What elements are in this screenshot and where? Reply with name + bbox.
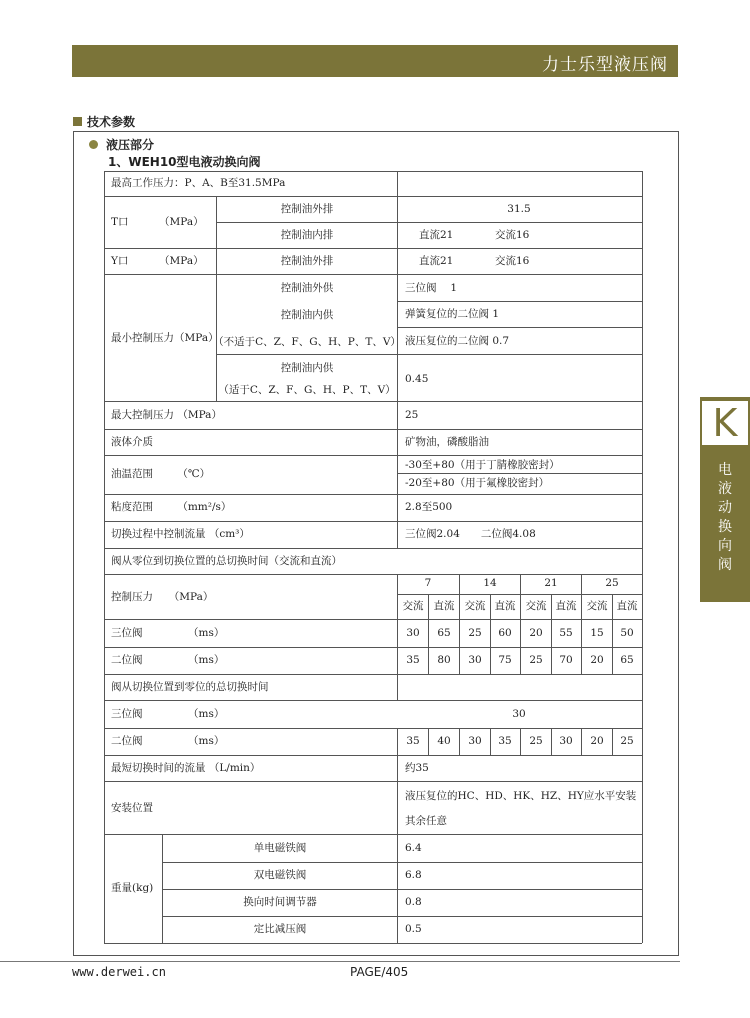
t-port-unit: （MPa）	[159, 216, 204, 228]
header-bar	[72, 45, 678, 77]
fluid-value: 矿物油，磷酸脂油	[405, 436, 489, 448]
current-type-col: 交流	[586, 600, 608, 612]
switch-on-two-cell: 70	[559, 654, 573, 666]
y-port-dc-value: 直流21	[419, 255, 454, 267]
y-port-label: Y口	[111, 255, 129, 267]
max-ctrl-value: 25	[405, 409, 419, 421]
weight-item-value: 0.8	[405, 896, 422, 908]
square-bullet-icon	[73, 117, 82, 126]
pressure-col: 25	[605, 577, 619, 589]
current-type-col: 交流	[464, 600, 486, 612]
min-ctrl-value-3: 液压复位的二位阀 0.7	[405, 335, 510, 347]
current-type-col: 直流	[433, 600, 455, 612]
switch-on-two-cell: 25	[529, 654, 543, 666]
chapter-label: 电 液 动 换 向 阀	[718, 462, 732, 573]
switch-on-two-cell: 75	[498, 654, 512, 666]
switch-off-two-cell: 20	[590, 735, 604, 747]
switch-on-two-cell: 30	[468, 654, 482, 666]
weight-item-name: 双电磁铁阀	[253, 869, 307, 881]
current-type-col: 直流	[494, 600, 516, 612]
switch-on-three-cell: 50	[620, 627, 634, 639]
switch-on-two-unit: （ms）	[188, 654, 225, 666]
switch-on-two-label: 二位阀	[111, 654, 143, 666]
weight-item-name: 定比减压阀	[253, 923, 307, 935]
max-ctrl-label: 最大控制压力 （MPa）	[111, 409, 222, 421]
switch-off-two-cell: 30	[559, 735, 573, 747]
min-flow-label: 最短切换时间的流量 （L/min）	[111, 762, 261, 774]
t-port-cond-1: 控制油外排	[280, 203, 334, 215]
switch-on-three-cell: 15	[590, 627, 604, 639]
temp-label: 油温范围 （℃）	[111, 468, 211, 480]
viscosity-label: 粘度范围 （mm²/s）	[111, 501, 232, 513]
y-port-ac-value: 交流16	[495, 255, 530, 267]
min-ctrl-label: 最小控制压力（MPa）	[111, 332, 219, 344]
weight-item-name: 单电磁铁阀	[253, 842, 307, 854]
spec-table	[104, 171, 642, 949]
footer-website[interactable]: www.derwei.cn	[72, 965, 166, 979]
switch-off-title: 阀从切换位置到零位的总切换时间	[111, 681, 269, 693]
switch-on-three-cell: 65	[437, 627, 451, 639]
weight-item-name: 换向时间调节器	[243, 896, 317, 908]
t-port-ac-value: 交流16	[495, 229, 530, 241]
switch-on-two-cell: 35	[406, 654, 420, 666]
t-port-cond-2: 控制油内排	[280, 229, 334, 241]
switch-off-two-cell: 40	[437, 735, 451, 747]
chapter-tab[interactable]	[700, 397, 750, 602]
install-label: 安装位置	[111, 802, 153, 814]
install-value-2: 其余任意	[405, 815, 447, 827]
weight-item-value: 6.4	[405, 842, 422, 854]
switch-on-two-cell: 80	[437, 654, 451, 666]
switch-on-three-cell: 20	[529, 627, 543, 639]
subsection-title: 液压部分	[89, 136, 154, 153]
section-title: 技术参数	[73, 113, 135, 130]
switch-off-two-unit: （ms）	[188, 735, 225, 747]
chapter-letter: K	[700, 399, 750, 447]
install-value-1: 液压复位的HC、HD、HK、HZ、HY应水平安装	[405, 790, 637, 802]
t-port-dc-value: 直流21	[419, 229, 454, 241]
switch-on-three-cell: 25	[468, 627, 482, 639]
footer-page-number: PAGE/405	[350, 965, 409, 979]
switch-off-two-cell: 35	[406, 735, 420, 747]
min-ctrl-int-supply: 控制油内供	[280, 309, 334, 321]
y-port-unit: （MPa）	[159, 255, 204, 267]
switch-on-three-unit: （ms）	[188, 627, 225, 639]
switch-off-three-unit: （ms）	[188, 708, 225, 720]
switch-off-two-cell: 25	[620, 735, 634, 747]
switch-on-three-cell: 30	[406, 627, 420, 639]
switch-on-three-label: 三位阀	[111, 627, 143, 639]
t-port-value-1: 31.5	[507, 203, 531, 215]
current-type-col: 交流	[402, 600, 424, 612]
pressure-col: 14	[483, 577, 497, 589]
t-port-label: T口	[111, 216, 129, 228]
min-ctrl-ext-supply: 控制油外供	[280, 282, 334, 294]
temp-value-1: -30至+80（用于丁腈橡胶密封）	[405, 459, 560, 471]
switch-off-two-cell: 30	[468, 735, 482, 747]
switch-off-three-label: 三位阀	[111, 708, 143, 720]
current-type-col: 直流	[616, 600, 638, 612]
weight-item-value: 6.8	[405, 869, 422, 881]
min-ctrl-value-1: 三位阀 1	[405, 282, 458, 294]
switch-off-two-cell: 25	[529, 735, 543, 747]
ctrl-flow-label: 切换过程中控制流量 （cm³）	[111, 528, 250, 540]
switch-on-pressure-label: 控制压力 （MPa）	[111, 591, 214, 603]
switch-off-two-label: 二位阀	[111, 735, 143, 747]
switch-on-three-cell: 55	[559, 627, 573, 639]
pressure-col: 21	[544, 577, 558, 589]
item-title: 1、WEH10型电液动换向阀	[108, 155, 261, 169]
current-type-col: 交流	[525, 600, 547, 612]
footer-divider	[0, 961, 680, 962]
max-pressure-label: 最高工作压力：P、A、B至31.5MPa	[111, 177, 286, 189]
fluid-label: 液体介质	[111, 436, 153, 448]
min-ctrl-value-2: 弹簧复位的二位阀 1	[405, 308, 500, 320]
switch-on-two-cell: 65	[620, 654, 634, 666]
min-flow-value: 约35	[405, 762, 429, 774]
min-ctrl-value-4: 0.45	[405, 373, 429, 385]
min-ctrl-int-supply-2: 控制油内供	[280, 362, 334, 374]
page-title: 力士乐型液压阀	[542, 55, 668, 75]
switch-off-three-value: 30	[512, 708, 526, 720]
y-port-cond: 控制油外排	[280, 255, 334, 267]
pressure-col: 7	[424, 577, 432, 589]
switch-on-three-cell: 60	[498, 627, 512, 639]
min-ctrl-suitable: （适于C、Z、F、G、H、P、T、V）	[218, 384, 396, 396]
circle-bullet-icon	[89, 140, 98, 149]
switch-off-two-cell: 35	[498, 735, 512, 747]
switch-on-two-cell: 20	[590, 654, 604, 666]
weight-label: 重量(kg)	[111, 882, 154, 894]
ctrl-flow-value: 三位阀2.04 二位阀4.08	[405, 528, 536, 540]
weight-item-value: 0.5	[405, 923, 422, 935]
min-ctrl-not-suitable: （不适于C、Z、F、G、H、P、T、V）	[213, 336, 401, 348]
viscosity-value: 2.8至500	[405, 501, 453, 513]
switch-on-title: 阀从零位到切换位置的总切换时间（交流和直流）	[111, 555, 342, 567]
current-type-col: 直流	[555, 600, 577, 612]
temp-value-2: -20至+80（用于氟橡胶密封）	[405, 477, 550, 489]
